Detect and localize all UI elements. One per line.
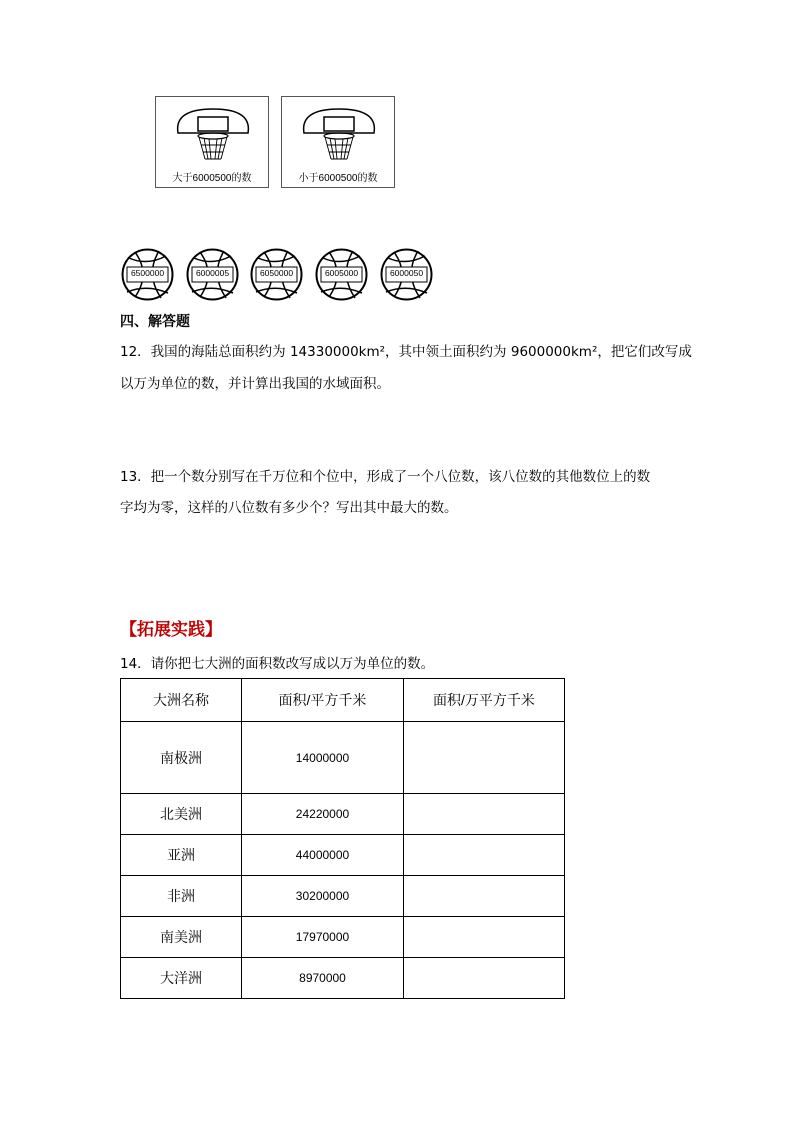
question-14-line-1: 14．请你把七大洲的面积数改写成以万为单位的数。 <box>120 656 435 672</box>
table-row <box>121 917 565 958</box>
basketball <box>250 248 303 301</box>
ball-number: 6000050 <box>389 268 424 278</box>
continent-name: 南美洲 <box>121 917 242 958</box>
basketball-hoop-icon <box>172 103 254 165</box>
continent-name: 大洋洲 <box>121 958 242 999</box>
answer-cell[interactable] <box>404 835 565 876</box>
ball-number: 6005000 <box>324 268 359 278</box>
continent-name: 非洲 <box>121 876 242 917</box>
basketball <box>186 248 239 301</box>
answer-cell[interactable] <box>404 917 565 958</box>
table-row <box>121 958 565 999</box>
header-continent: 大洲名称 <box>121 679 242 722</box>
section-title: 【拓展实践】 <box>120 620 222 640</box>
question-12-line-1: 12．我国的海陆总面积约为 14330000km²，其中领土面积约为 9600000km²，把它们改写成 <box>120 344 692 360</box>
continent-area: 17970000 <box>242 917 404 958</box>
ball-number: 6050000 <box>259 268 294 278</box>
answer-cell[interactable] <box>404 876 565 917</box>
continent-name: 亚洲 <box>121 835 242 876</box>
answer-cell[interactable] <box>404 958 565 999</box>
answer-cell[interactable] <box>404 794 565 835</box>
table-row <box>121 794 565 835</box>
header-area-wan-km2: 面积/万平方千米 <box>404 679 565 722</box>
continent-area: 24220000 <box>242 794 404 835</box>
continent-name: 北美洲 <box>121 794 242 835</box>
continent-area-table <box>120 678 565 999</box>
answer-cell[interactable] <box>404 722 565 794</box>
question-13-line-1: 13．把一个数分别写在千万位和个位中，形成了一个八位数，该八位数的其他数位上的数 <box>120 469 651 485</box>
table-row <box>121 835 565 876</box>
question-12-line-2: 以万为单位的数，并计算出我国的水域面积。 <box>120 376 390 392</box>
hoop-box-greater <box>155 96 269 188</box>
basketball <box>380 248 433 301</box>
continent-area: 30200000 <box>242 876 404 917</box>
table-row <box>121 876 565 917</box>
hoop-box-less <box>281 96 395 188</box>
table-header-row <box>121 679 565 722</box>
hoop-label: 小于6000500的数 <box>298 173 378 184</box>
ball-number: 6500000 <box>130 268 165 278</box>
hoop-label: 大于6000500的数 <box>172 173 252 184</box>
header-area-km2: 面积/平方千米 <box>242 679 404 722</box>
question-13-line-2: 字均为零，这样的八位数有多少个？写出其中最大的数。 <box>120 500 458 516</box>
section4-heading: 四、解答题 <box>120 314 190 330</box>
continent-name: 南极洲 <box>121 722 242 794</box>
table-row <box>121 722 565 794</box>
ball-number: 6000005 <box>195 268 230 278</box>
basketball <box>121 248 174 301</box>
continent-area: 14000000 <box>242 722 404 794</box>
continent-area: 44000000 <box>242 835 404 876</box>
basketball <box>315 248 368 301</box>
basketball-hoop-icon <box>298 103 380 165</box>
continent-area: 8970000 <box>242 958 404 999</box>
